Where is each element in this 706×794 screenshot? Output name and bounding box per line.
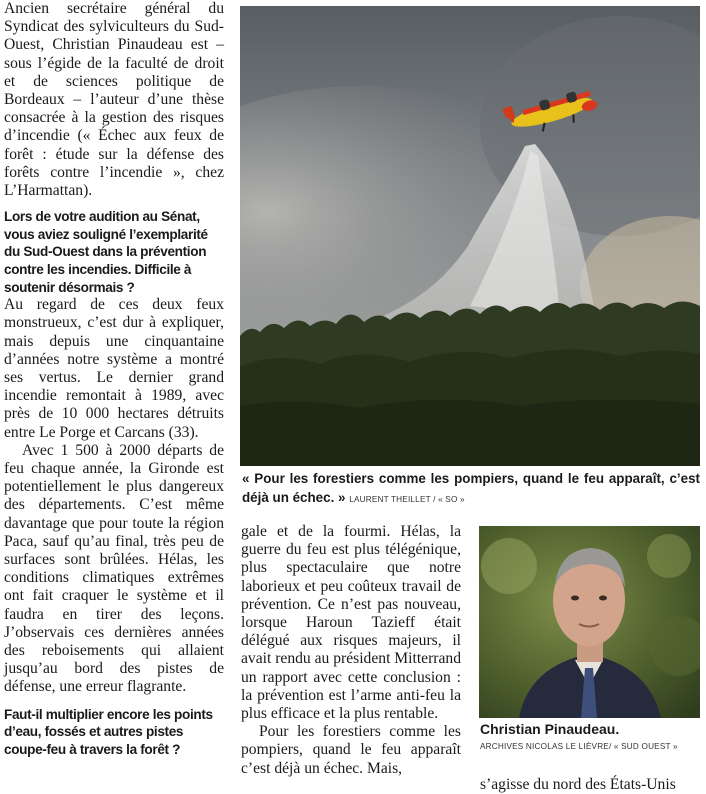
interview-answer-1-continued: Avec 1 500 à 2000 départs de feu chaque année, la Gironde est potentiellement le plus dangereux des départements. C’est même davantage que pour toute la région Paca, sauf qu’au final, très peu de surfaces sont brûlées. Hélas, les conditions climatiques extrêmes ont fait craquer le système et il faudra en tirer des leçons. J’observais ces dernières années des reboisements qui allaient jusqu’au bord des pistes de défense, une erreur flagrante. (4, 441, 224, 696)
portrait-caption-name: Christian Pinaudeau. (480, 721, 620, 737)
middle-paragraph-2: Pour les forestiers comme les pompiers, quand le feu apparaît c’est déjà un échec. Mais, (241, 723, 461, 777)
middle-paragraph-1: gale et de la fourmi. Hélas, la guerre du feu est plus télégénique, plus spectaculaire que notre laborieux et peu coûteux travail de prévention. Ce n’est pas nouveau, lorsque Haroun Tazieff était délégué aux risques majeurs, il avait rendu au président Mitterrand un rapport avec cette conclusion : la prévention est l’arme anti-feu la plus efficace et la plus rentable. (241, 523, 461, 723)
interview-question-2: Faut-il multiplier encore les points d’eau, fossés et autres pistes coupe-feu à travers la forêt ? (4, 706, 213, 757)
interview-question-1: Lors de votre audition au Sénat, vous aviez souligné l’exemplarité du Sud-Ouest dans la prévention contre les incendies. Difficile à soutenir désormais ? (4, 209, 208, 295)
article-column-middle (241, 523, 461, 778)
caption-text: « Pour les forestiers comme les pompiers, quand le feu apparaît, c’est déjà un échec. » (242, 471, 700, 505)
portrait-credit: ARCHIVES NICOLAS LE LIÈVRE/ « SUD OUEST » (480, 742, 678, 751)
intro-paragraph: Ancien secrétaire général du Syndicat des sylviculteurs du Sud-Ouest, Christian Pinaudeau est – sous l’égide de la faculté de droit et de sciences politique de Bordeaux – l’auteur d’une thèse consacrée à la gestion des risques d’incendie (« Échec aux feux de forêt : étude sur la défense des forêts contre l’incendie », chez L’Harmattan). (4, 0, 224, 200)
article-column-left (4, 0, 224, 758)
article-column-right-start: s’agisse du nord des États-Unis (480, 776, 676, 793)
interview-answer-1: Au regard de ces deux feux monstrueux, c’est dur à expliquer, mais depuis une cinquantaine d’années notre système a montré ses vertus. Le dernier grand incendie remontait à 1989, avec près de 10 000 hectares détruits entre Le Porge et Carcans (33). (4, 296, 224, 441)
photo-credit: LAURENT THEILLET / « SO » (349, 495, 465, 504)
portrait-photo (479, 526, 700, 718)
water-bomber-photo (240, 6, 700, 466)
main-photo-caption (242, 469, 700, 509)
